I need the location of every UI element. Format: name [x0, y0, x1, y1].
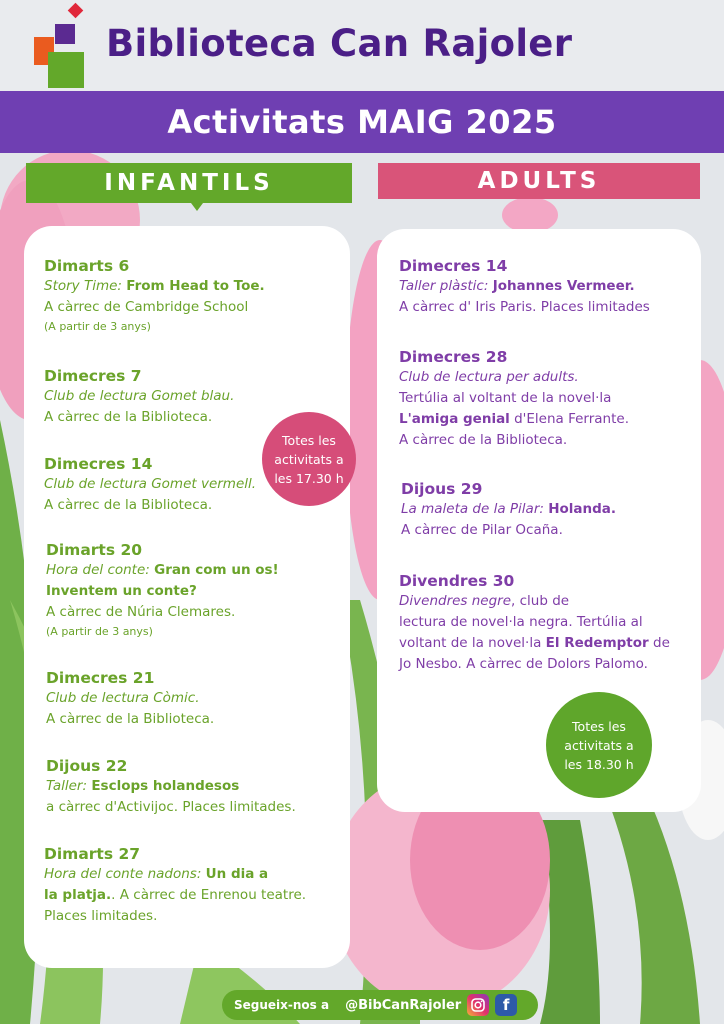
- event-item: [401, 479, 693, 541]
- event-day: Dimecres 7: [44, 367, 142, 385]
- event-text: La maleta de la Pilar:: [401, 501, 549, 517]
- event-text: de: [648, 635, 670, 651]
- event-day: Dimecres 14: [399, 257, 508, 275]
- event-line: [399, 367, 693, 388]
- event-text: A càrrec de la Biblioteca.: [46, 711, 215, 727]
- event-day: Divendres 30: [399, 572, 515, 590]
- event-text: . A càrrec de Enrenou teatre.: [111, 887, 307, 903]
- adults-time-line: Totes les: [572, 718, 626, 734]
- event-line: [44, 386, 342, 407]
- event-text: A càrrec de Cambridge School: [44, 299, 249, 315]
- event-text: lectura de novel·la negra. Tertúlia al: [399, 614, 643, 630]
- event-line: [46, 797, 342, 818]
- event-line: [399, 612, 693, 633]
- event-day: Dijous 22: [46, 757, 128, 775]
- event-item: [44, 256, 342, 336]
- event-line: [44, 297, 342, 318]
- event-age-note: (A partir de 3 anys): [46, 625, 153, 638]
- kids-time-line: activitats a: [274, 451, 344, 467]
- event-text: la platja.: [44, 887, 112, 903]
- event-text: A càrrec de Pilar Ocaña.: [401, 522, 563, 538]
- event-line: [44, 906, 342, 927]
- event-text: Club de lectura Gomet vermell.: [44, 476, 257, 492]
- event-text: Jo Nesbo. A càrrec de Dolors Palomo.: [399, 656, 648, 672]
- event-line: [44, 276, 342, 297]
- event-line: [399, 591, 693, 612]
- event-text: A càrrec de la Biblioteca.: [44, 497, 213, 513]
- event-text: From Head to Toe.: [126, 278, 265, 294]
- event-item: [44, 844, 342, 927]
- event-text: Inventem un conte?: [46, 583, 197, 599]
- event-day: Dimecres 21: [46, 669, 155, 687]
- event-text: Hora del conte nadons:: [44, 866, 206, 882]
- facebook-icon[interactable]: f: [495, 994, 517, 1016]
- event-text: d'Elena Ferrante.: [509, 411, 630, 427]
- event-item: [46, 540, 342, 641]
- event-item: [399, 256, 693, 318]
- event-text: A càrrec d' Iris Paris. Places limitades: [399, 299, 650, 315]
- event-item: [46, 668, 342, 730]
- kids-section-label: INFANTILS: [26, 163, 352, 203]
- kids-time-line: Totes les: [282, 432, 336, 448]
- event-line: [46, 602, 342, 623]
- social-footer: [222, 990, 538, 1020]
- event-text: voltant de la novel·la: [399, 635, 546, 651]
- event-day: Dimecres 28: [399, 348, 508, 366]
- event-text: a càrrec d'Activijoc. Places limitades.: [46, 799, 296, 815]
- event-line: [399, 276, 693, 297]
- event-line: [399, 633, 693, 654]
- event-line: [401, 499, 693, 520]
- adults-events-card: [377, 229, 701, 812]
- event-line: [399, 388, 693, 409]
- event-line: [399, 297, 693, 318]
- event-text: El Redemptor: [545, 635, 649, 651]
- event-text: Club de lectura Còmic.: [46, 690, 200, 706]
- follow-text: Segueix-nos a: [234, 998, 330, 1012]
- event-text: Gran com un os!: [154, 562, 279, 578]
- event-text: Esclops holandesos: [91, 778, 240, 794]
- event-line: [44, 885, 342, 906]
- event-text: Tertúlia al voltant de la novel·la: [399, 390, 612, 406]
- event-text: A càrrec de Núria Clemares.: [46, 604, 236, 620]
- event-line: [46, 581, 342, 602]
- event-text: Taller plàstic:: [399, 278, 493, 294]
- event-text: Un dia a: [205, 866, 269, 882]
- library-name: Biblioteca Can Rajoler: [106, 22, 573, 65]
- event-text: Club de lectura Gomet blau.: [44, 388, 235, 404]
- event-age-note: (A partir de 3 anys): [44, 320, 151, 333]
- event-line: [399, 654, 693, 675]
- event-day: Dijous 29: [401, 480, 483, 498]
- library-logo: [0, 0, 100, 90]
- event-text: Hora del conte:: [46, 562, 155, 578]
- event-line: [401, 520, 693, 541]
- event-item: [399, 571, 693, 675]
- month-title: Activitats MAIG 2025: [167, 103, 557, 141]
- adults-section-label: ADULTS: [378, 163, 700, 199]
- event-text: Story Time:: [44, 278, 127, 294]
- adults-time-line: activitats a: [564, 737, 634, 753]
- event-line: [399, 430, 693, 451]
- event-item: [46, 756, 342, 818]
- event-day: Dimarts 20: [46, 541, 143, 559]
- event-text: Johannes Vermeer.: [492, 278, 635, 294]
- event-text: A càrrec de la Biblioteca.: [44, 409, 213, 425]
- kids-events-card: [24, 226, 350, 968]
- event-text: Holanda.: [548, 501, 617, 517]
- event-text: L'amiga genial: [399, 411, 510, 427]
- event-day: Dimarts 27: [44, 845, 141, 863]
- event-line: [46, 688, 342, 709]
- adults-time-badge: [546, 692, 652, 798]
- kids-time-line: les 17.30 h: [274, 470, 344, 486]
- event-text: Places limitades.: [44, 908, 158, 924]
- event-line: [399, 409, 693, 430]
- event-day: Dimecres 14: [44, 455, 153, 473]
- event-line: [44, 864, 342, 885]
- event-text: Divendres negre: [399, 593, 512, 609]
- event-text: Club de lectura per adults.: [399, 369, 579, 385]
- social-handle[interactable]: @BibCanRajoler: [345, 997, 462, 1013]
- event-line: [46, 560, 342, 581]
- month-banner: [0, 91, 724, 153]
- event-text: , club de: [511, 593, 570, 609]
- kids-time-badge: [262, 412, 356, 506]
- event-line: [46, 776, 342, 797]
- event-line: [46, 709, 342, 730]
- event-text: A càrrec de la Biblioteca.: [399, 432, 568, 448]
- event-text: Taller:: [46, 778, 92, 794]
- adults-time-line: les 18.30 h: [564, 756, 634, 772]
- event-item: [399, 347, 693, 451]
- event-day: Dimarts 6: [44, 257, 130, 275]
- instagram-icon[interactable]: [467, 994, 489, 1016]
